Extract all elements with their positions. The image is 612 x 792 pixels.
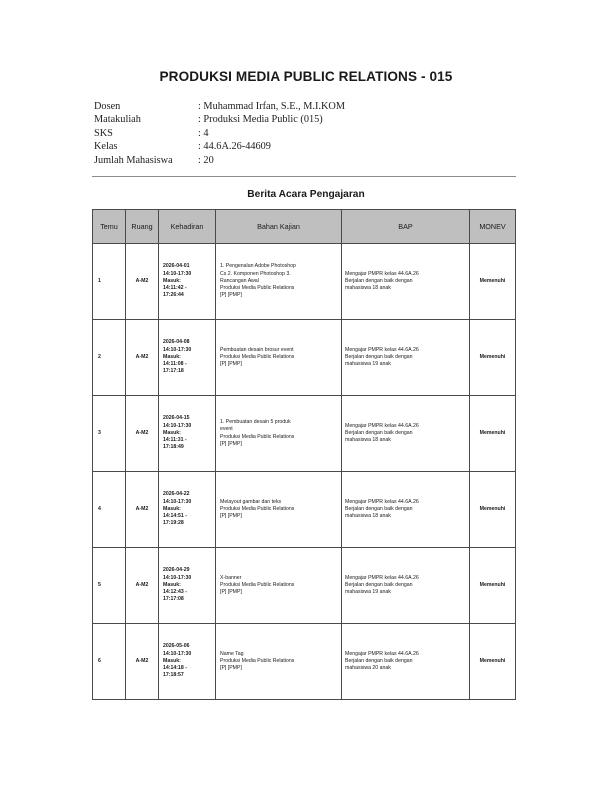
info-row-jumlah-mahasiswa — [94, 154, 345, 167]
cell-bahan-kajian — [216, 624, 342, 700]
cell-bahan-kajian — [216, 320, 342, 396]
cell-ruang: A-M2 — [126, 472, 159, 548]
kajian-line: Melayout gambar dan teks — [220, 498, 282, 505]
attendance-date: 2026-04-01 — [163, 263, 190, 270]
cell-temu: 1 — [93, 244, 126, 320]
attendance-start: 14:12:43 - — [163, 589, 187, 596]
attendance-date: 2026-04-08 — [163, 339, 190, 346]
attendance-schedule: 14:10-17:30 — [163, 650, 192, 657]
table-row — [93, 244, 516, 320]
header-bahan-kajian: Bahan Kajian — [216, 210, 342, 244]
bap-line: mahasiswa 18 anak — [345, 437, 391, 444]
course-info — [94, 100, 345, 167]
cell-bahan-kajian — [216, 548, 342, 624]
info-label: Kelas — [94, 141, 118, 153]
bap-line: Mengajar PMPR kelas 44.6A.26 — [345, 650, 419, 657]
attendance-start: 14:14:18 - — [163, 665, 187, 672]
attendance-label: Masuk: — [163, 505, 181, 512]
info-value: : 44.6A.26-44609 — [198, 141, 271, 153]
attendance-schedule: 14:10-17:30 — [163, 498, 192, 505]
bap-line: Mengajar PMPR kelas 44.6A.26 — [345, 422, 419, 429]
kajian-line: [P] [PMP] — [220, 440, 242, 447]
table-row — [93, 472, 516, 548]
bap-line: Mengajar PMPR kelas 44.6A.26 — [345, 498, 419, 505]
kajian-line: X-banner — [220, 574, 242, 581]
cell-kehadiran — [159, 624, 216, 700]
table-row — [93, 320, 516, 396]
attendance-schedule: 14:10-17:30 — [163, 574, 192, 581]
info-value: : 20 — [198, 154, 214, 166]
info-label: Matakuliah — [94, 114, 141, 126]
section-title: Berita Acara Pengajaran — [247, 189, 365, 200]
table-row — [93, 548, 516, 624]
teaching-record-table — [92, 209, 516, 700]
header-ruang: Ruang — [126, 210, 159, 244]
cell-bahan-kajian — [216, 396, 342, 472]
cell-temu: 2 — [93, 320, 126, 396]
cell-ruang: A-M2 — [126, 548, 159, 624]
attendance-start: 14:11:42 - — [163, 285, 187, 292]
cell-bap — [342, 244, 470, 320]
bap-line: Mengajar PMPR kelas 44.6A.26 — [345, 270, 419, 277]
table-row — [93, 624, 516, 700]
cell-kehadiran — [159, 320, 216, 396]
cell-monev: Memenuhi — [470, 624, 516, 700]
cell-monev: Memenuhi — [470, 548, 516, 624]
kajian-line: Produksi Media Public Relations — [220, 353, 295, 360]
table-row — [93, 396, 516, 472]
bap-line: Mengajar PMPR kelas 44.6A.26 — [345, 346, 419, 353]
attendance-schedule: 14:10-17:30 — [163, 422, 192, 429]
kajian-line: Name Tag — [220, 650, 244, 657]
attendance-label: Masuk: — [163, 581, 181, 588]
header-monev: MONEV — [470, 210, 516, 244]
kajian-line: 1. Pengenalan Adobe Photoshop — [220, 263, 296, 270]
attendance-date: 2026-05-06 — [163, 643, 190, 650]
cell-bap — [342, 624, 470, 700]
header-temu: Temu — [93, 210, 126, 244]
cell-temu: 3 — [93, 396, 126, 472]
attendance-label: Masuk: — [163, 657, 181, 664]
bap-line: Berjalan dengan baik dengan — [345, 657, 413, 664]
kajian-line: Produksi Media Public Relations — [220, 657, 295, 664]
info-label: Dosen — [94, 101, 121, 112]
info-value: : Muhammad Irfan, S.E., M.I.KOM — [198, 101, 345, 112]
cell-bap — [342, 396, 470, 472]
bap-line: Berjalan dengan baik dengan — [345, 277, 413, 284]
info-row-matakuliah — [94, 113, 345, 126]
attendance-label: Masuk: — [163, 429, 181, 436]
info-label: Jumlah Mahasiswa — [94, 154, 173, 166]
attendance-start: 14:14:51 - — [163, 513, 187, 520]
bap-line: mahasiswa 20 anak — [345, 665, 391, 672]
attendance-label: Masuk: — [163, 277, 181, 284]
cell-kehadiran — [159, 244, 216, 320]
info-value: : 4 — [198, 127, 209, 139]
kajian-line: 1. Pembuatan desain 5 produk — [220, 418, 291, 425]
kajian-line: Produksi Media Public Relations — [220, 581, 295, 588]
attendance-date: 2026-04-15 — [163, 415, 190, 422]
cell-bap — [342, 548, 470, 624]
cell-temu: 5 — [93, 548, 126, 624]
attendance-start: 14:11:08 - — [163, 361, 187, 368]
info-row-sks — [94, 127, 345, 140]
kajian-line: [P] [PMP] — [220, 513, 242, 520]
bap-line: mahasiswa 18 anak — [345, 513, 391, 520]
info-value: : Produksi Media Public (015) — [198, 114, 323, 126]
attendance-schedule: 14:10-17:30 — [163, 270, 192, 277]
cell-monev: Memenuhi — [470, 244, 516, 320]
bap-line: Berjalan dengan baik dengan — [345, 581, 413, 588]
info-row-kelas — [94, 140, 345, 153]
cell-bahan-kajian — [216, 244, 342, 320]
attendance-label: Masuk: — [163, 353, 181, 360]
attendance-end: 17:18:57 — [163, 672, 184, 679]
horizontal-divider — [92, 176, 516, 177]
attendance-start: 14:11:31 - — [163, 437, 187, 444]
attendance-date: 2026-04-29 — [163, 567, 190, 574]
cell-bap — [342, 472, 470, 548]
document-title: PRODUKSI MEDIA PUBLIC RELATIONS - 015 — [159, 69, 453, 84]
kajian-line: [P] [PMP] — [220, 361, 242, 368]
table-header-row — [93, 210, 516, 244]
bap-line: Berjalan dengan baik dengan — [345, 429, 413, 436]
bap-line: Berjalan dengan baik dengan — [345, 353, 413, 360]
attendance-end: 17:26:44 — [163, 292, 184, 299]
kajian-line: Pembuatan desain brosur event — [220, 346, 294, 353]
cell-ruang: A-M2 — [126, 624, 159, 700]
kajian-line: Produksi Media Public Relations — [220, 505, 295, 512]
kajian-line: [P] [PMP] — [220, 665, 242, 672]
bap-line: Mengajar PMPR kelas 44.6A.26 — [345, 574, 419, 581]
info-label: SKS — [94, 127, 113, 139]
cell-monev: Memenuhi — [470, 396, 516, 472]
cell-kehadiran — [159, 396, 216, 472]
kajian-line: Rancangan Awal — [220, 277, 259, 284]
kajian-line: [P] [PMP] — [220, 589, 242, 596]
cell-temu: 4 — [93, 472, 126, 548]
kajian-line: [P] [PMP] — [220, 292, 242, 299]
header-kehadiran: Kehadiran — [159, 210, 216, 244]
cell-bap — [342, 320, 470, 396]
bap-line: mahasiswa 19 anak — [345, 361, 391, 368]
attendance-schedule: 14:10-17:30 — [163, 346, 192, 353]
bap-line: mahasiswa 18 anak — [345, 285, 391, 292]
cell-kehadiran — [159, 548, 216, 624]
attendance-end: 17:17:08 — [163, 596, 184, 603]
kajian-line: Produksi Media Public Relations — [220, 285, 295, 292]
header-bap: BAP — [342, 210, 470, 244]
cell-kehadiran — [159, 472, 216, 548]
kajian-line: Produksi Media Public Relations — [220, 433, 295, 440]
kajian-line: Cs 2. Komponen Photoshop 3. — [220, 270, 291, 277]
bap-line: mahasiswa 19 anak — [345, 589, 391, 596]
cell-ruang: A-M2 — [126, 396, 159, 472]
cell-bahan-kajian — [216, 472, 342, 548]
kajian-line: event — [220, 426, 233, 433]
cell-ruang: A-M2 — [126, 320, 159, 396]
cell-monev: Memenuhi — [470, 320, 516, 396]
attendance-end: 17:17:18 — [163, 368, 184, 375]
cell-ruang: A-M2 — [126, 244, 159, 320]
info-row-dosen — [94, 100, 345, 113]
attendance-date: 2026-04-22 — [163, 491, 190, 498]
bap-line: Berjalan dengan baik dengan — [345, 505, 413, 512]
attendance-end: 17:18:49 — [163, 444, 184, 451]
cell-temu: 6 — [93, 624, 126, 700]
cell-monev: Memenuhi — [470, 472, 516, 548]
attendance-end: 17:19:28 — [163, 520, 184, 527]
